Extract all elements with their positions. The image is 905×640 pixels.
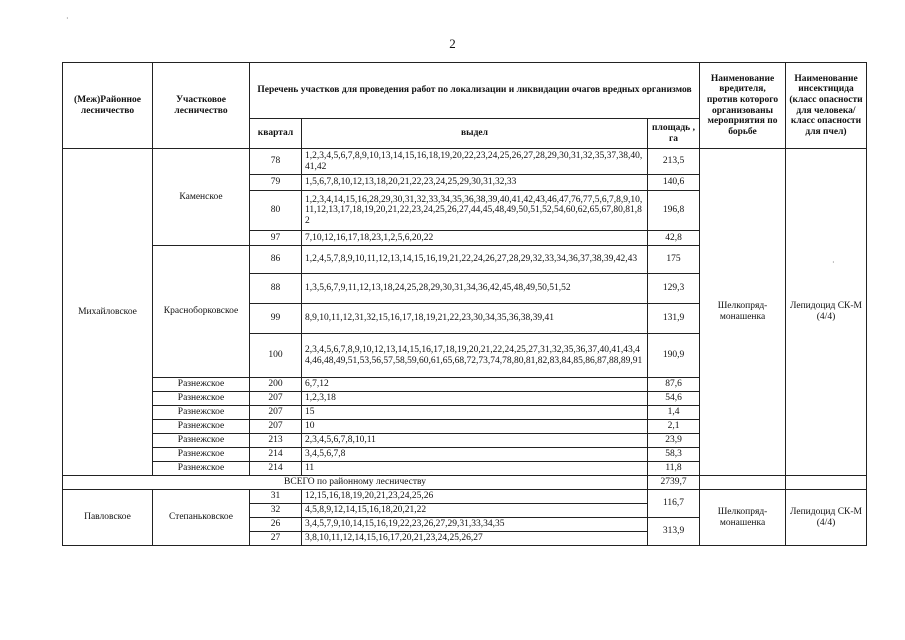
- allotment-cell: 15: [302, 406, 648, 420]
- district-cell: Михайловское: [63, 149, 153, 476]
- section-cell: Красноборковское: [153, 246, 250, 378]
- quarter-cell: 207: [250, 392, 302, 406]
- quarter-cell: 207: [250, 406, 302, 420]
- area-cell: 87,6: [648, 378, 700, 392]
- pest-cell: Шелкопряд-монашенка: [700, 490, 786, 546]
- quarter-cell: 86: [250, 246, 302, 274]
- quarter-cell: 32: [250, 504, 302, 518]
- allotment-cell: 11: [302, 462, 648, 476]
- section-cell: Разнежское: [153, 462, 250, 476]
- quarter-cell: 79: [250, 175, 302, 191]
- section-cell: Разнежское: [153, 448, 250, 462]
- allotment-cell: 3,4,5,7,9,10,14,15,16,19,22,23,26,27,29,31,33,34,35: [302, 518, 648, 532]
- allotment-cell: 1,2,3,18: [302, 392, 648, 406]
- section-cell: Разнежское: [153, 420, 250, 434]
- area-cell: 1,4: [648, 406, 700, 420]
- quarter-cell: 88: [250, 274, 302, 304]
- allotment-cell: 8,9,10,11,12,31,32,15,16,17,18,19,21,22,23,30,34,35,36,38,39,41: [302, 304, 648, 334]
- area-cell: 2,1: [648, 420, 700, 434]
- header-insecticide: Наименование инсектицида (класс опасности для человека/класс опасности для пчел): [786, 63, 867, 149]
- allotment-cell: 1,5,6,7,8,10,12,13,18,20,21,22,23,24,25,29,30,31,32,33: [302, 175, 648, 191]
- header-area: площадь , га: [648, 119, 700, 149]
- header-pest: Наименование вредителя, против которого организованы мероприятия по борьбе: [700, 63, 786, 149]
- table-row: [63, 490, 867, 504]
- scan-speck: ·: [66, 14, 69, 23]
- quarter-cell: 213: [250, 434, 302, 448]
- area-cell: 42,8: [648, 231, 700, 246]
- area-cell: 196,8: [648, 191, 700, 231]
- section-cell: Разнежское: [153, 378, 250, 392]
- allotment-cell: 1,2,3,4,14,15,16,28,29,30,31,32,33,34,35,36,38,39,40,41,42,43,46,47,76,77,5,6,7,8,9,10,11,12,13,17,18,19,20,21,22,23,24,25,26,27,44,45,48,49,50,51,52,54,60,62,65,67,80,81,82: [302, 191, 648, 231]
- header-section: Участковое лесничество: [153, 63, 250, 149]
- empty-cell: [700, 476, 786, 490]
- quarter-cell: 214: [250, 462, 302, 476]
- allotment-cell: 3,8,10,11,12,14,15,16,17,20,21,23,24,25,26,27: [302, 532, 648, 546]
- table-row: [63, 149, 867, 175]
- allotment-cell: 7,10,12,16,17,18,23,1,2,5,6,20,22: [302, 231, 648, 246]
- area-cell: 129,3: [648, 274, 700, 304]
- total-row: [63, 476, 867, 490]
- section-cell: Разнежское: [153, 406, 250, 420]
- area-cell: 116,7: [648, 490, 700, 518]
- allotment-cell: 3,4,5,6,7,8: [302, 448, 648, 462]
- scan-speck: ·: [832, 258, 835, 267]
- allotment-cell: 2,3,4,5,6,7,8,10,11: [302, 434, 648, 448]
- area-cell: 213,5: [648, 149, 700, 175]
- header-plots-title: Перечень участков для проведения работ по локализации и ликвидации очагов вредных организмов: [250, 63, 700, 119]
- section-cell: Каменское: [153, 149, 250, 246]
- page-number: 2: [449, 36, 456, 51]
- allotment-cell: 2,3,4,5,6,7,8,9,10,12,13,14,15,16,17,18,19,20,21,22,24,25,27,31,32,35,36,37,40,41,43,44,46,48,49,51,53,56,57,58,59,60,61,65,68,72,73,74,78,80,81,82,83,84,85,86,87,88,89,91: [302, 334, 648, 378]
- allotment-cell: 1,3,5,6,7,9,11,12,13,18,24,25,28,29,30,31,34,36,42,45,48,49,50,51,52: [302, 274, 648, 304]
- insecticide-cell: Лепидоцид СК-М (4/4): [786, 149, 867, 476]
- area-cell: 23,9: [648, 434, 700, 448]
- allotment-cell: 1,2,3,4,5,6,7,8,9,10,13,14,15,16,18,19,20,22,23,24,25,26,27,28,29,30,31,32,35,37,38,40,41,42: [302, 149, 648, 175]
- section-cell: Степаньковское: [153, 490, 250, 546]
- quarter-cell: 100: [250, 334, 302, 378]
- quarter-cell: 78: [250, 149, 302, 175]
- quarter-cell: 31: [250, 490, 302, 504]
- area-cell: 58,3: [648, 448, 700, 462]
- area-cell: 313,9: [648, 518, 700, 546]
- total-label: ВСЕГО по районному лесничеству: [63, 476, 648, 490]
- quarter-cell: 26: [250, 518, 302, 532]
- area-cell: 54,6: [648, 392, 700, 406]
- area-cell: 190,9: [648, 334, 700, 378]
- allotment-cell: 1,2,4,5,7,8,9,10,11,12,13,14,15,16,19,21,22,24,26,27,28,29,32,33,34,36,37,38,39,42,43: [302, 246, 648, 274]
- allotment-cell: 12,15,16,18,19,20,21,23,24,25,26: [302, 490, 648, 504]
- district-cell: Павловское: [63, 490, 153, 546]
- section-cell: Разнежское: [153, 434, 250, 448]
- header-allotment: выдел: [302, 119, 648, 149]
- quarter-cell: 214: [250, 448, 302, 462]
- allotment-cell: 4,5,8,9,12,14,15,16,18,20,21,22: [302, 504, 648, 518]
- quarter-cell: 99: [250, 304, 302, 334]
- allotment-cell: 10: [302, 420, 648, 434]
- pest-cell: Шелкопряд-монашенка: [700, 149, 786, 476]
- insecticide-cell: Лепидоцид СК-М (4/4): [786, 490, 867, 546]
- quarter-cell: 200: [250, 378, 302, 392]
- section-cell: Разнежское: [153, 392, 250, 406]
- area-cell: 11,8: [648, 462, 700, 476]
- area-cell: 131,9: [648, 304, 700, 334]
- quarter-cell: 80: [250, 191, 302, 231]
- quarter-cell: 207: [250, 420, 302, 434]
- area-cell: 140,6: [648, 175, 700, 191]
- plots-table: [62, 62, 867, 546]
- total-value: 2739,7: [648, 476, 700, 490]
- quarter-cell: 97: [250, 231, 302, 246]
- allotment-cell: 6,7,12: [302, 378, 648, 392]
- header-district: (Меж)Районное лесничество: [63, 63, 153, 149]
- empty-cell: [786, 476, 867, 490]
- area-cell: 175: [648, 246, 700, 274]
- quarter-cell: 27: [250, 532, 302, 546]
- header-quarter: квартал: [250, 119, 302, 149]
